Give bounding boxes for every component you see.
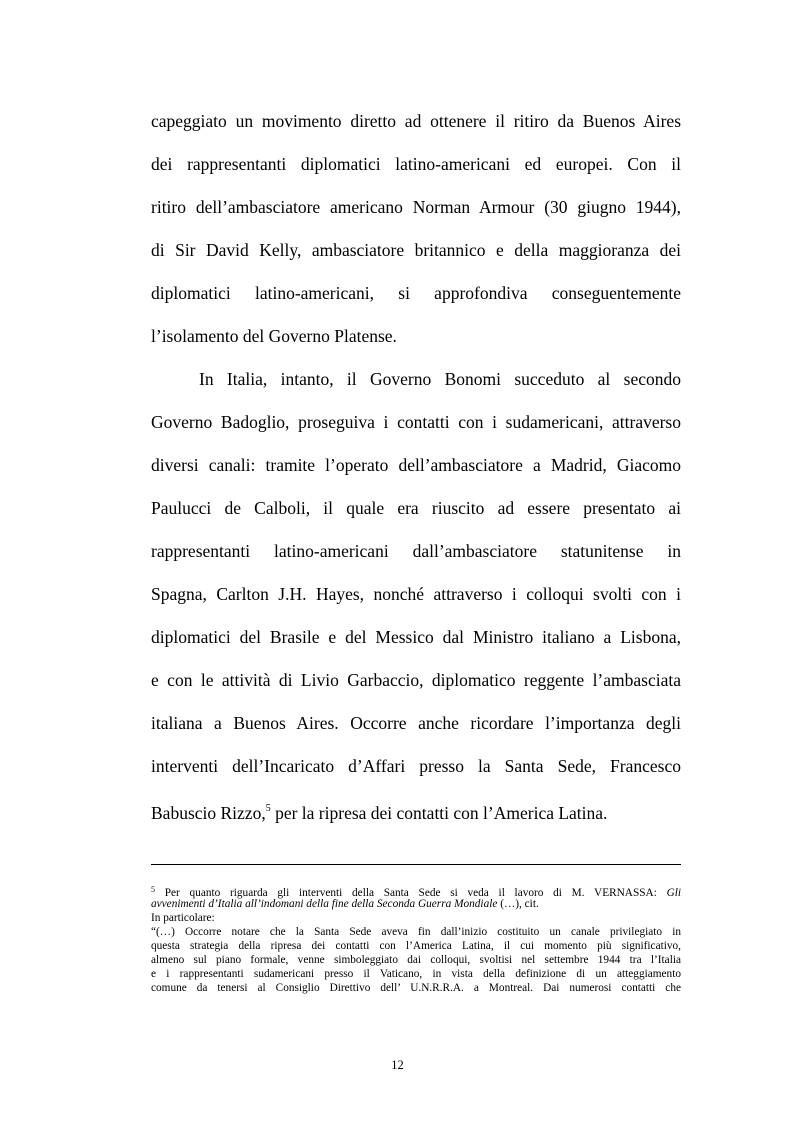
body-line-8: Governo Badoglio, proseguiva i contatti con i sudamericani, attraverso: [151, 412, 681, 432]
body-line-11: rappresentanti latino-americani dall’ambasciatore statunitense in: [151, 541, 681, 561]
footnote-intro: Per quanto riguarda gli interventi della Santa Sede si veda il lavoro di M. VERNASSA:: [155, 887, 667, 899]
body-line-16: interventi dell’Incaricato d’Affari presso la Santa Sede, Francesco: [151, 756, 681, 776]
body-line-12: Spagna, Carlton J.H. Hayes, nonché attraverso i colloqui svolti con i: [151, 584, 681, 604]
last-line-end: per la ripresa dei contatti con l’America Latina.: [270, 803, 608, 823]
footnote-line-5: questa strategia della ripresa dei contatti con l’America Latina, il cui momento più significativo,: [151, 940, 681, 952]
footnote-line-4: “(…) Occorre notare che la Santa Sede aveva fin dall’inizio costituito un canale privilegiato in: [151, 926, 681, 938]
footnote-line-8: comune da tenersi al Consiglio Direttivo dell’ U.N.R.R.A. a Montreal. Dai numerosi contatti che: [151, 982, 681, 994]
body-line-15: italiana a Buenos Aires. Occorre anche ricordare l’importanza degli: [151, 713, 681, 733]
body-line-5: diplomatici latino-americani, si approfondiva conseguentemente: [151, 283, 681, 303]
body-line-13: diplomatici del Brasile e del Messico dal Ministro italiano a Lisbona,: [151, 627, 681, 647]
body-line-6: l’isolamento del Governo Platense.: [151, 326, 397, 346]
body-line-1: capeggiato un movimento diretto ad ottenere il ritiro da Buenos Aires: [151, 111, 681, 131]
body-line-9: diversi canali: tramite l’operato dell’ambasciatore a Madrid, Giacomo: [151, 455, 681, 475]
footnote-title-end: avvenimenti d’Italia all’indomani della fine della Seconda Guerra Mondiale: [151, 898, 498, 910]
body-line-14: e con le attività di Livio Garbaccio, diplomatico reggente l’ambasciata: [151, 670, 681, 690]
body-line-3: ritiro dell’ambasciatore americano Norman Armour (30 giugno 1944),: [151, 197, 681, 217]
footnote-reference[interactable]: 5: [265, 803, 271, 814]
page-number: 12: [391, 1058, 404, 1072]
footnote-number: 5: [151, 885, 155, 894]
footnote-title-start: Gli: [666, 887, 681, 899]
body-line-2: dei rappresentanti diplomatici latino-americani ed europei. Con il: [151, 154, 681, 174]
body-line-17: [151, 798, 681, 824]
footnote-separator: [151, 864, 681, 865]
body-line-7: In Italia, intanto, il Governo Bonomi succeduto al secondo: [199, 369, 681, 389]
footnote-line-2: [151, 897, 681, 911]
footnote-line-6: almeno sul piano formale, venne simboleggiato dai colloqui, svoltisi nel settembre 1944 tra l’Italia: [151, 954, 681, 966]
footnote-cit: (…), cit.: [497, 898, 539, 910]
last-line-start: Babuscio Rizzo,: [151, 803, 266, 823]
footnote-line-7: e i rappresentanti sudamericani presso il Vaticano, in vista della definizione di un atteggiamento: [151, 968, 681, 980]
footnote-line-3: In particolare:: [151, 912, 215, 924]
body-line-10: Paulucci de Calboli, il quale era riuscito ad essere presentato ai: [151, 498, 681, 518]
body-line-4: di Sir David Kelly, ambasciatore britannico e della maggioranza dei: [151, 240, 681, 260]
